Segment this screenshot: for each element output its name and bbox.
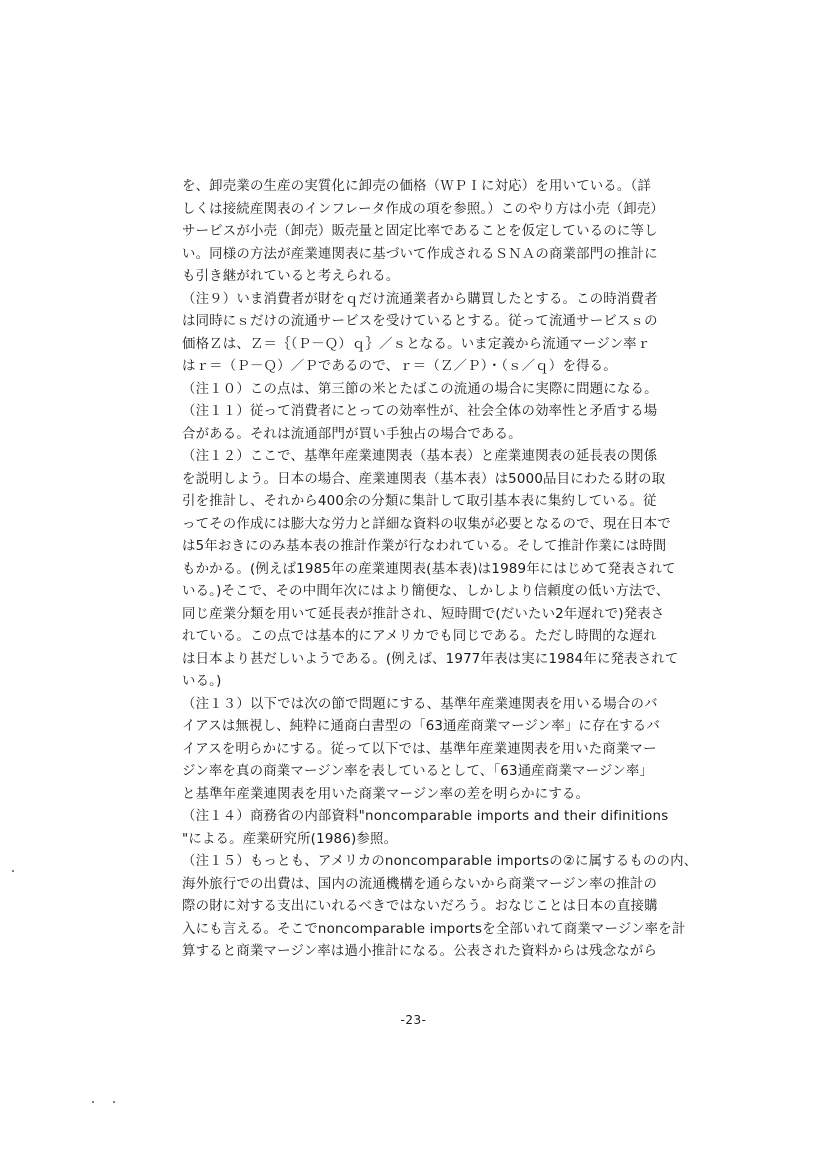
body-text (182, 176, 727, 964)
note-11-line: （注１１）従って消費者にとっての効率性が、社会全体の効率性と矛盾する場 (182, 404, 658, 419)
note-13-line: （注１３）以下では次の節で問題にする、基準年産業連関表を用いる場合のバ (182, 696, 658, 712)
text-line: はｒ＝（Ｐ－Ｑ）／Ｐであるので、ｒ＝（Ｚ／Ｐ）・（ｓ／ｑ）を得る。 (182, 359, 617, 374)
text-line: も引き継がれていると考えられる。 (182, 269, 400, 284)
text-line: "による。産業研究所(1986)参照。 (182, 831, 398, 847)
text-line: 際の財に対する支出にいれるべきではないだろう。おなじことは日本の直接購 (182, 899, 658, 914)
scan-speck (12, 870, 14, 872)
text-line: イアスは無視し、純粋に通商白書型の「63通産商業マージン率」に存在するバ (182, 719, 660, 734)
text-line: を説明しよう。日本の場合、産業連関表（基本表）は5000品目にわたる財の取 (182, 471, 666, 487)
note-9-line: （注９）いま消費者が財をｑだけ流通業者から購買したとする。この時消費者 (182, 291, 658, 307)
scan-speck (92, 1101, 94, 1103)
text-line: ってその作成には膨大な労力と詳細な資料の収集が必要となるので、現在日本で (182, 516, 671, 532)
text-line: と基準年産業連関表を用いた商業マージン率の差を明らかにする。 (182, 786, 590, 802)
text-line: 入にも言える。そこでnoncomparable importsを全部いれて商業マージン率を計 (182, 921, 686, 937)
note-10-line: （注１０）この点は、第三節の米とたばこの流通の場合に実際に問題になる。 (182, 381, 658, 397)
text-line: を、卸売業の生産の実質化に卸売の価格（ＷＰＩに対応）を用いている。（詳 (182, 179, 651, 194)
text-line: は日本より甚だしいようである。(例えば、1977年表は実に1984年に発表されて (182, 651, 679, 667)
scan-speck (113, 1101, 115, 1103)
text-line: 同じ産業分類を用いて延長表が推計され、短時間で(だいたい2年遅れで)発表さ (182, 606, 665, 622)
note-15-line: （注１５）もっとも、アメリカのnoncomparable importsの②に属するものの内、 (182, 854, 698, 869)
text-line: 価格Ｚは、Ｚ＝｛（Ｐ－Ｑ）ｑ｝／ｓとなる。いま定義から流通マージン率ｒ (182, 336, 651, 352)
text-line: もかかる。(例えば1985年の産業連関表(基本表)は1989年にはじめて発表されて (182, 561, 676, 577)
text-line: サービスが小売（卸売）販売量と固定比率であることを仮定しているのに等し (182, 224, 658, 239)
text-line: いる。)そこで、その中間年次にはより簡便な、しかしより信頼度の低い方法で、 (182, 584, 670, 599)
text-line: いる。) (182, 674, 222, 689)
text-line: 引を推計し、それから400余の分類に集計して取引基本表に集約している。従 (182, 494, 657, 509)
note-12-line: （注１２）ここで、基準年産業連関表（基本表）と産業連関表の延長表の関係 (182, 449, 658, 464)
text-line: 算すると商業マージン率は過小推計になる。公表された資料からは残念ながら (182, 944, 658, 959)
text-line: しくは接続産関表のインフレータ作成の項を参照。）このやり方は小売（卸売） (182, 201, 665, 217)
text-line: 合がある。それは流通部門が買い手独占の場合である。 (182, 426, 522, 442)
text-line: ジン率を真の商業マージン率を表しているとして、「63通産商業マージン率」 (182, 764, 654, 779)
text-line: れている。この点では基本的にアメリカでも同じである。ただし時間的な遅れ (182, 629, 657, 644)
text-line: は同時にｓだけの流通サービスを受けているとする。従って流通サービスｓの (182, 314, 658, 329)
text-line: は5年おきにのみ基本表の推計作業が行なわれている。そして推計作業には時間 (182, 539, 667, 554)
page-number: -23- (400, 1013, 427, 1027)
text-line: イアスを明らかにする。従って以下では、基準年産業連関表を用いた商業マー (182, 741, 657, 757)
text-line: い。同様の方法が産業連関表に基づいて作成されるＳＮＡの商業部門の推計に (182, 246, 658, 262)
note-14-line: （注１４）商務省の内部資料"noncomparable imports and their difinitions (182, 809, 669, 824)
text-line: 海外旅行での出費は、国内の流通機構を通らないから商業マージン率の推計の (182, 876, 658, 892)
